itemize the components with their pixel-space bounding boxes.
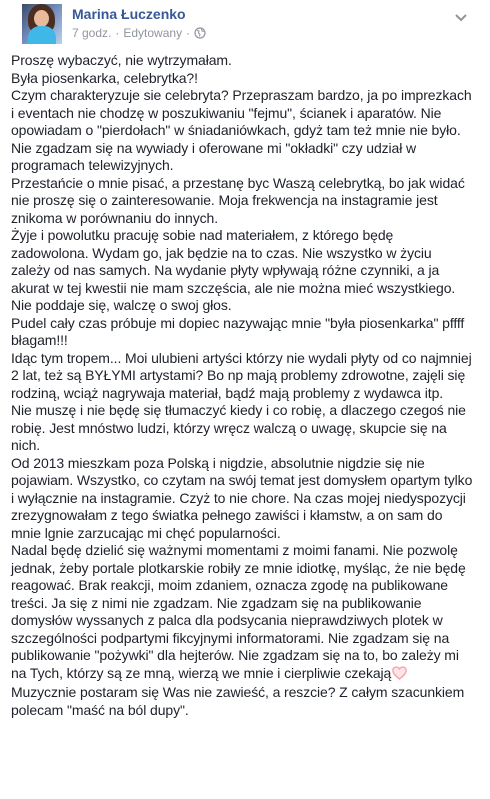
globe-icon [194,27,206,39]
post-paragraph-last [11,542,481,684]
meta-separator-2: · [186,26,191,40]
post-paragraph: Proszę wybaczyć, nie wytrzymałam. [11,52,232,68]
post-paragraph: Pudel cały czas próbuje mi dopiec nazywając mnie "była piosenkarka" pffff błagam!!! [11,314,465,348]
post-header [11,0,480,54]
heart-icon [392,666,407,685]
post-paragraph: Idąc tym tropem... Moi ulubieni artyści którzy nie wydali płyty od co najmniej 2 lat, też są BYŁYMI artystami? Bo np mają problemy zdrowotne, zajęli się rodziną, wciąż nagrywaja materiał, bądź mają problemy z wydawca itp. Nie muszę i nie będę się tłumaczyć kiedy i co robię, a dlaczego czegoś nie robię. Jest mnóstwo ludzi, którzy wręcz walczą o uwagę, skupcie się na nich. [11,349,472,453]
post-body [11,52,481,719]
meta-separator: · [115,26,120,40]
post-closing: Muzycznie postaram się Was nie zawieść, a reszcie? Z całym szacunkiem polecam "maść na ból dupy". [11,684,465,718]
post-paragraph: Czym charakteryzuje sie celebryta? Przepraszam bardzo, ja po imprezkach i eventach nie chodzę w poszukiwaniu "fejmu", ścianek i aparatów. Nie opowiadam o "pierdołach" w śniadaniówkach, gdyż tam też mnie nie było. Nie zgadzam się na wywiady i oferowane mi "okładki" czy udział w programach telewizyjnych. [11,87,472,173]
post-paragraph: Przestańcie o mnie pisać, a przestanę byc Waszą celebrytką, bo jak widać nie proszę się o zainteresowanie. Moja frekwencja na instagramie jest znikoma w porównaniu do innych. [11,174,465,226]
author-name[interactable]: Marina Łuczenko [72,6,186,22]
post-meta [72,26,206,40]
post-paragraph: Od 2013 mieszkam poza Polską i nigdzie, absolutnie nigdzie się nie pojawiam. Wszystko, co czytam na swój temat jest domysłem opartym tylko i wyłącznie na instagramie. Czyż to nie chore. Na czas mojej niedyspozycji zrezygnowałam z tego światka pełnego zawiści i kłamstw, a on sam do mnie lgnie zarzucając mi chęć popularności. [11,454,473,541]
post-paragraph-text: Nadal będę dzielić się ważnymi momentami z moimi fanami. Nie pozwolę jednak, żeby portale plotkarskie robiły ze mnie idiotkę, myśląc, że nie będę reagować. Brak reakcji, moim zdaniem, oznacza zgodę na publikowane treści. Ja się z nimi nie zgadzam. Nie zgadzam się na publikowanie domysłów wyssanych z palca dla podsycania nieprawdziwych plotek w szczególności podpartymi fikcyjnymi informatorami. Nie zgadzam się na publikowanie "pożywki" dla hejterów. Nie zgadzam się na to, bo zależy mi na Tych, którzy są ze mną, wierzą we mnie i cierpliwie czekają [11,542,466,681]
post-timestamp[interactable]: 7 godz. [72,26,112,40]
chevron-down-icon[interactable] [454,10,468,20]
post-paragraph: Była piosenkarka, celebrytka?! [11,69,198,86]
author-avatar[interactable] [22,4,62,44]
post-paragraph: Żyje i powolutku pracuję sobie nad materiałem, z którego będę zadowolona. Wydam go, jak będzie na to czas. Nie wszystko w życiu zależy od nas samych. Na wydanie płyty wpływają różne czynniki, a ja akurat w tej kwestii nie mam szczęścia, ale nie można mieć wszystkiego. Nie poddaje się, walczę o swoj głos. [11,227,456,313]
edited-label[interactable]: Edytowany [123,26,183,40]
